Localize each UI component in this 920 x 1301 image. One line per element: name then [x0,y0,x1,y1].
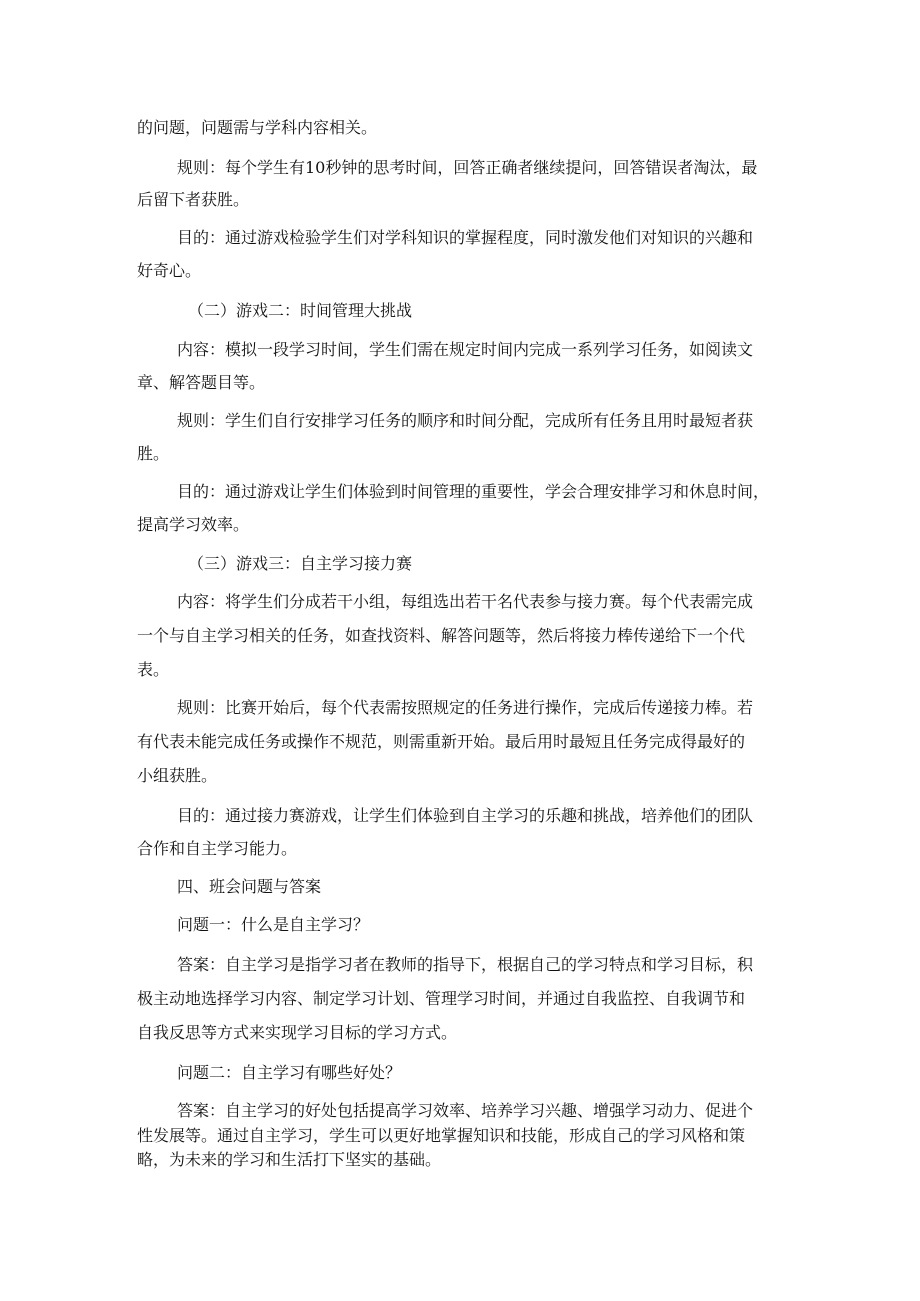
question-line: 问题一：什么是自主学习？ [177,915,370,934]
paragraph-line: 规则：每个学生有10秒钟的思考时间，回答正确者继续提问，回答错误者淘汰，最 [177,158,758,177]
paragraph-line: 一个与自主学习相关的任务，如查找资料、解答问题等，然后将接力棒传递给下一个代 [137,626,746,645]
paragraph-line: 合作和自主学习能力。 [137,839,298,858]
paragraph-line: 极主动地选择学习内容、制定学习计划、管理学习时间，并通过自我监控、自我调节和 [137,989,746,1008]
paragraph-line: 答案：自主学习是指学习者在教师的指导下，根据自己的学习特点和学习目标，积 [177,955,754,974]
paragraph-line: 小组获胜。 [137,766,218,785]
paragraph-line: 规则：比赛开始后，每个代表需按照规定的任务进行操作，完成后传递接力棒。若 [177,698,754,717]
paragraph-line: 内容：模拟一段学习时间，学生们需在规定时间内完成一系列学习任务，如阅读文 [177,340,754,359]
paragraph-line: 后留下者获胜。 [137,190,250,209]
paragraph-line: 答案：自主学习的好处包括提高学习效率、培养学习兴趣、增强学习动力、促进个 [177,1101,754,1120]
paragraph-line: 好奇心。 [137,261,202,280]
section-heading: 四、班会问题与答案 [177,877,322,896]
paragraph-line: 自我反思等方式来实现学习目标的学习方式。 [137,1023,458,1042]
paragraph-line: 表。 [137,660,170,679]
question-line: 问题二：自主学习有哪些好处？ [177,1063,402,1082]
paragraph-line: 内容：将学生们分成若干小组，每组选出若干名代表参与接力赛。每个代表需完成 [177,592,754,611]
paragraph-line: 目的：通过接力赛游戏，让学生们体验到自主学习的乐趣和挑战，培养他们的团队 [177,806,754,825]
paragraph-line: 规则：学生们自行安排学习任务的顺序和时间分配，完成所有任务且用时最短者获 [177,411,754,430]
paragraph-line: 性发展等。通过自主学习，学生可以更好地掌握知识和技能，形成自己的学习风格和策 [137,1126,746,1145]
paragraph-line: 提高学习效率。 [137,515,250,534]
section-heading: （二）游戏二：时间管理大挑战 [188,301,413,320]
paragraph-line: 有代表未能完成任务或操作不规范，则需重新开始。最后用时最短且任务完成得最好的 [137,732,746,751]
paragraph-line: 目的：通过游戏检验学生们对学科知识的掌握程度，同时激发他们对知识的兴趣和 [177,228,754,247]
paragraph-line: 胜。 [137,444,170,463]
paragraph-line: 略，为未来的学习和生活打下坚实的基础。 [137,1150,442,1169]
paragraph-line: 目的：通过游戏让学生们体验到时间管理的重要性，学会合理安排学习和休息时间， [177,482,770,501]
section-heading: （三）游戏三：自主学习接力赛 [188,554,413,573]
paragraph-line: 的问题，问题需与学科内容相关。 [137,118,378,137]
paragraph-line: 章、解答题目等。 [137,373,266,392]
